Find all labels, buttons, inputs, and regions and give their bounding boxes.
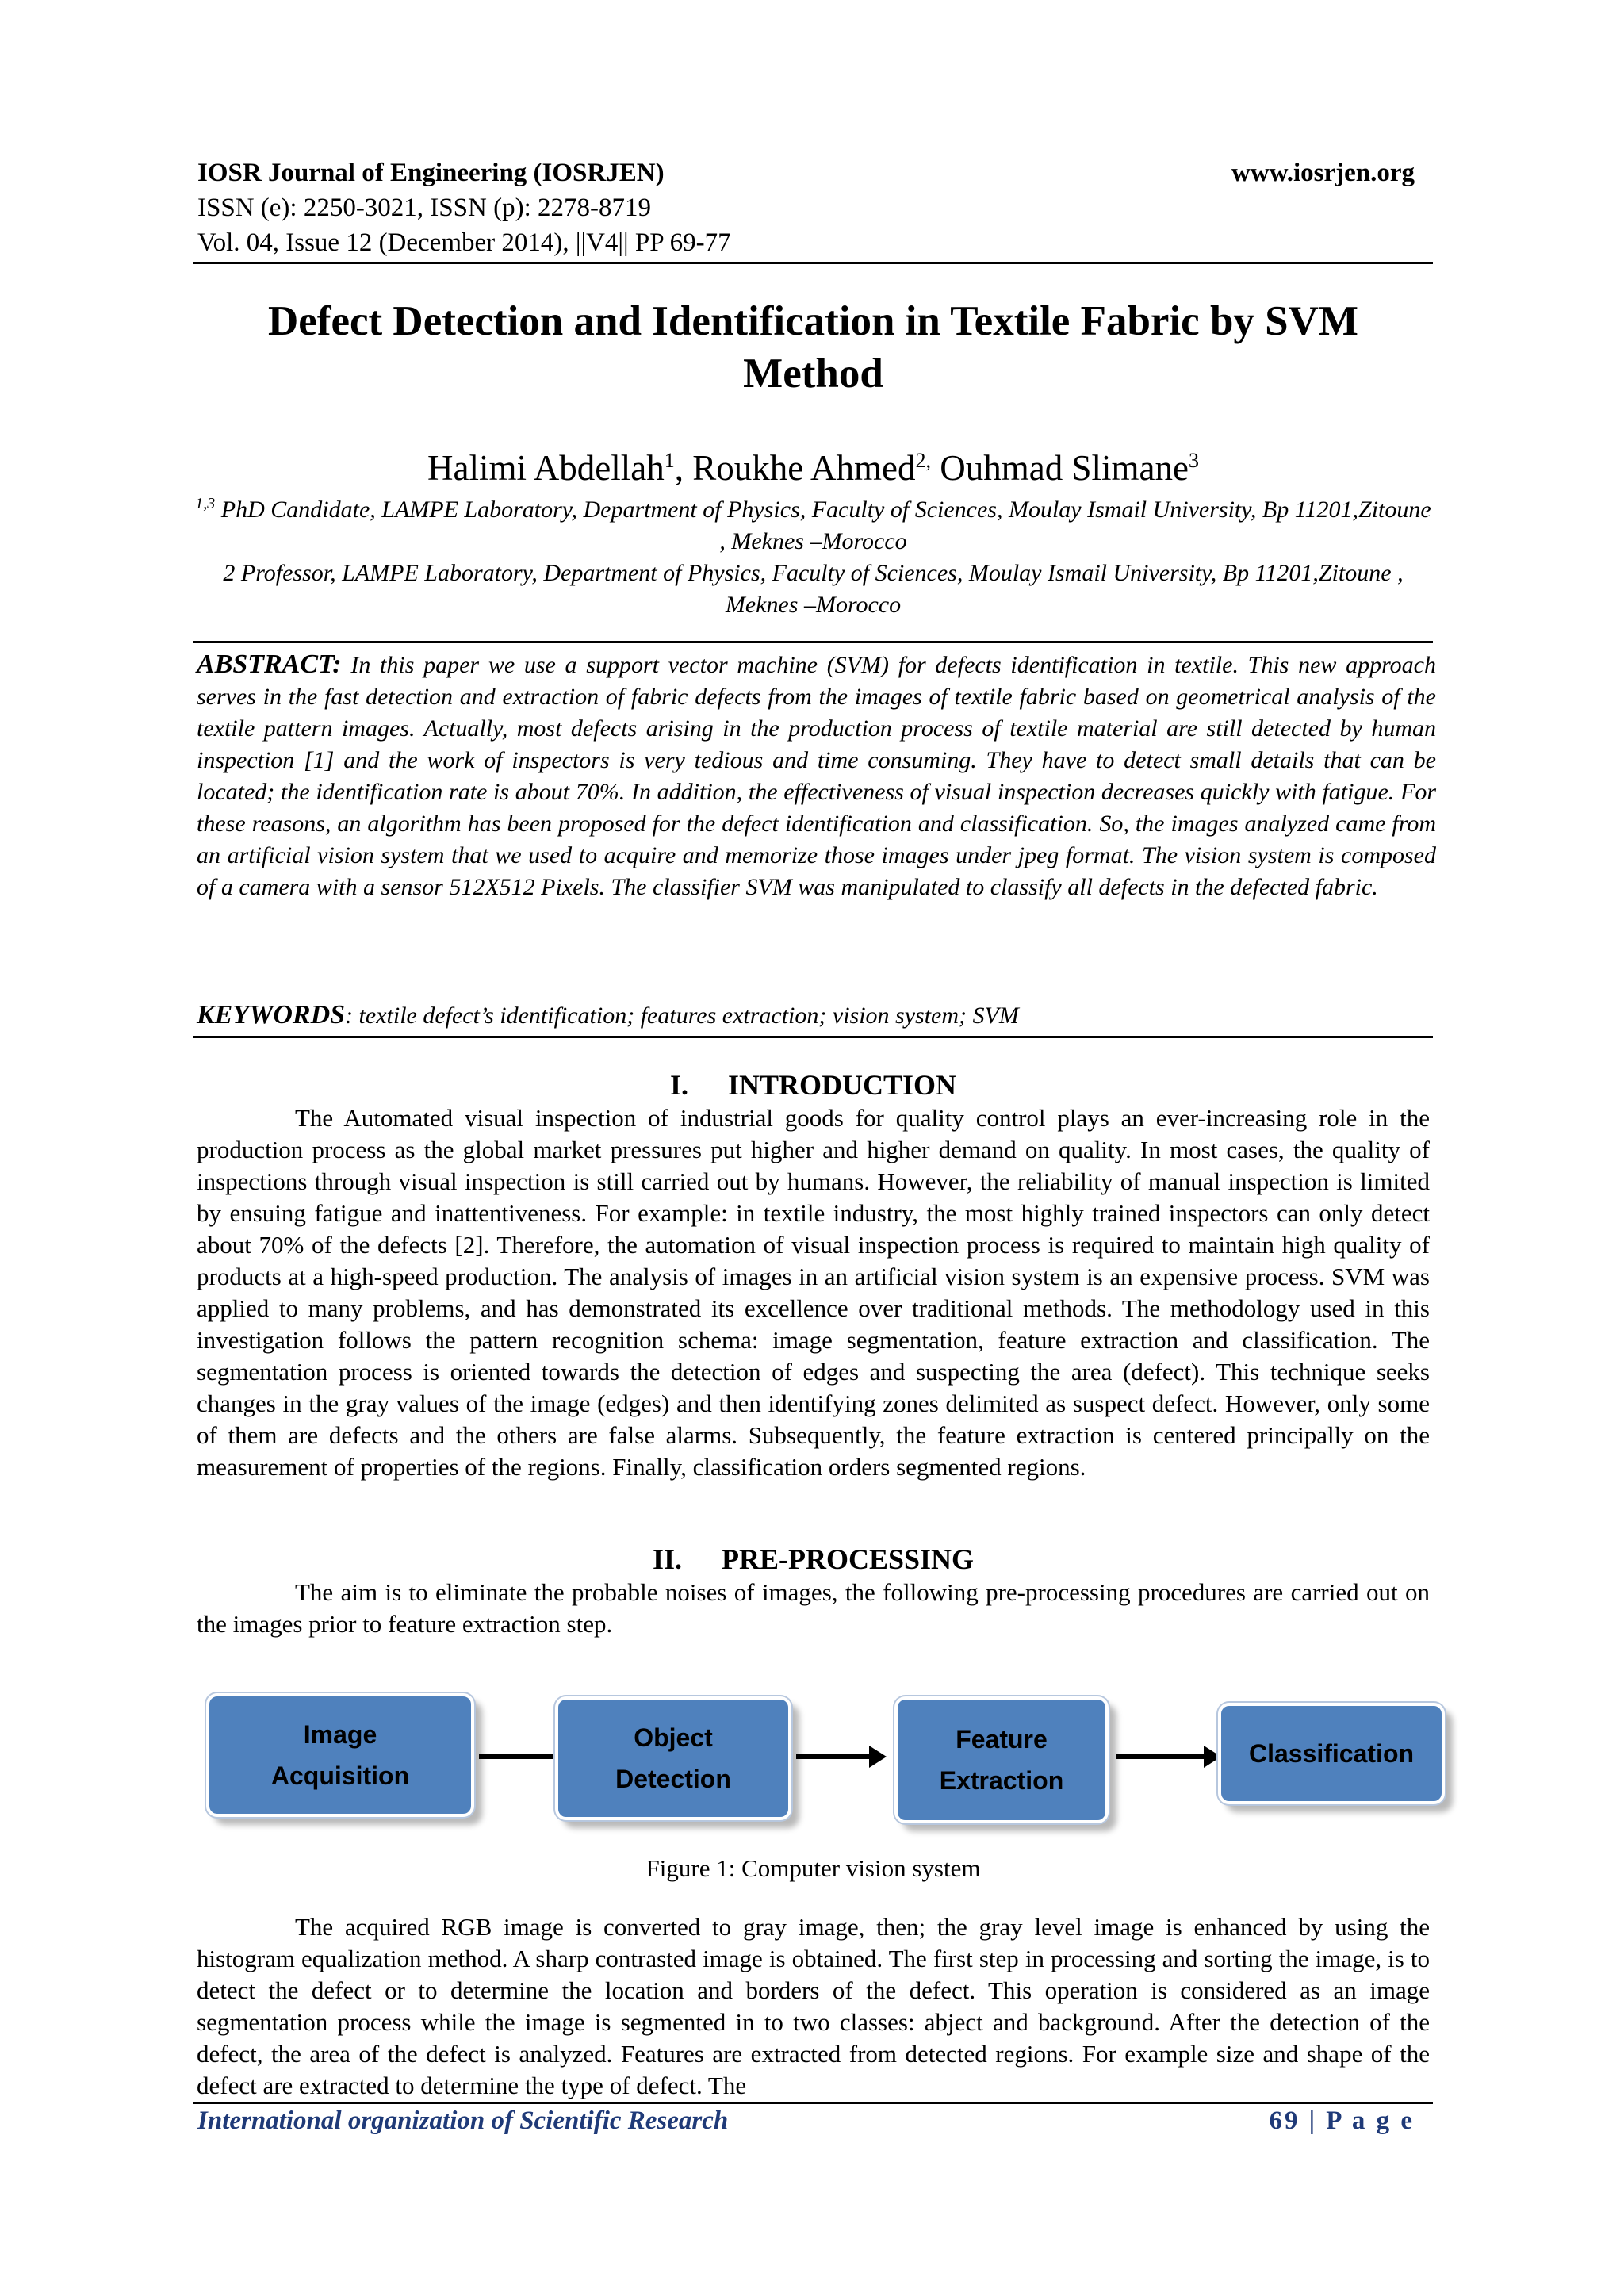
image-acquisition-node: [206, 1693, 474, 1817]
node-1-line-1: Image: [303, 1720, 377, 1749]
node-1-line-2: Acquisition: [270, 1761, 410, 1790]
section-2-heading: [193, 1542, 1433, 1577]
author-list: [193, 439, 1433, 490]
author-1-sup: 1: [664, 449, 675, 472]
affiliation-1-sup: 1,3: [195, 495, 216, 512]
affiliations: [193, 488, 1433, 621]
section-2-title: PRE-PROCESSING: [721, 1543, 975, 1575]
section-1-heading: [193, 1068, 1433, 1102]
abstract-top-divider: [193, 641, 1433, 643]
abstract-text: In this paper we use a support vector machine (SVM) for defects identification in textile. This new approach serves in the fast detection and extraction of fabric defects from the images of textile fabric based on geometrical analysis of the textile pattern images. Actually, most defects arising in the production process of textile material are still detected by human inspection [1] and the work of inspectors is very tedious and time consuming. They have to detect small details that can be located; the identification rate is about 70%. In addition, the effectiveness of visual inspection decreases quickly with fatigue. For these reasons, an algorithm has been proposed for the defect identification and classification. So, the images analyzed came from an artificial vision system that we used to acquire and memorize those images under jpeg format. The vision system is composed of a camera with a sensor 512X512 Pixels. The classifier SVM was manipulated to classify all defects in the defected fabric.: [197, 652, 1436, 900]
journal-website[interactable]: www.iosrjen.org: [1231, 159, 1415, 187]
keywords-divider: [193, 1036, 1433, 1038]
abstract-label: ABSTRACT:: [197, 650, 342, 679]
journal-name: IOSR Journal of Engineering (IOSRJEN): [197, 159, 665, 187]
keywords-label: KEYWORDS: [197, 1000, 346, 1029]
section-1-title: INTRODUCTION: [727, 1069, 957, 1101]
author-3: Ouhmad Slimane: [930, 448, 1189, 488]
page-number: 69 | P a g e: [1269, 2106, 1415, 2135]
paper-title: Defect Detection and Identification in Textile Fabric by SVM Method: [268, 298, 1358, 397]
abstract: [197, 649, 1436, 903]
author-2: , Roukhe Ahmed: [674, 448, 916, 488]
node-2-line-2: Detection: [615, 1765, 731, 1793]
node-2-line-1: Object: [634, 1723, 713, 1752]
node-3-line-1: Feature: [956, 1725, 1048, 1754]
figure-1-caption: Figure 1: Computer vision system: [645, 1854, 981, 1882]
method-paragraph: The acquired RGB image is converted to gray image, then; the gray level image is enhanced by using the histogram equalization method. A sharp contrasted image is obtained. The first step in processing and sorting the image, is to detect the defect or to determine the location and borders of the defect. This operation is considered as an image segmentation process while the image is segmented in to two classes: abject and background. After the detection of the defect, the area of the defect is analyzed. Features are extracted from detected regions. For example size and shape of the defect are extracted to determine the type of defect. The: [197, 1913, 1430, 2099]
author-3-sup: 3: [1188, 449, 1199, 472]
node-3-line-2: Extraction: [939, 1766, 1064, 1795]
author-2-sup: 2,: [915, 449, 931, 472]
node-4-line-1: Classification: [1248, 1739, 1415, 1768]
journal-volume: Vol. 04, Issue 12 (December 2014), ||V4|| PP 69-77: [197, 228, 731, 257]
preprocessing-paragraph: The aim is to eliminate the probable noises of images, the following pre-processing procedures are carried out on the images prior to feature extraction step.: [197, 1578, 1430, 1638]
journal-issn: ISSN (e): 2250-3021, ISSN (p): 2278-8719: [197, 194, 651, 222]
section-1-number: I.: [669, 1069, 688, 1101]
journal-header: [197, 155, 731, 260]
header-divider: [193, 262, 1433, 264]
introduction-paragraph: The Automated visual inspection of industrial goods for quality control plays an ever-increasing role in the production process as the global market pressures put higher and higher demand on quality. In most cases, the quality of inspections through visual inspection is still carried out by humans. However, the reliability of manual inspection is limited by ensuing fatigue and inattentiveness. For example: in textile industry, the most highly trained inspectors can only detect about 70% of the defects [2]. Therefore, the automation of visual inspection process is required to maintain high quality of products at a high-speed production. The analysis of images in an artificial vision system is an expensive process. SVM was applied to many problems, and has demonstrated its excellence over traditional methods. The methodology used in this investigation follows the pattern recognition schema: image segmentation, feature extraction and classification. The segmentation process is oriented towards the detection of edges and suspecting the area (defect). This technique seeks changes in the gray values of the image (edges) and then identifying zones delimited as suspect defect. However, only some of them are defects and the others are false alarms. Subsequently, the feature extraction is centered principally on the measurement of properties of the regions. Finally, classification orders segmented regions.: [197, 1104, 1430, 1481]
footer-organization: International organization of Scientific Research: [197, 2106, 729, 2135]
arrow-3: [1116, 1754, 1210, 1759]
object-detection-node: [555, 1696, 791, 1820]
keywords-text: : textile defect’s identification; features extraction; vision system; SVM: [345, 1002, 1019, 1029]
author-1: Halimi Abdellah: [427, 448, 665, 488]
footer-divider: [193, 2102, 1433, 2104]
affiliation-1: [193, 488, 1433, 558]
affiliation-2: 2 Professor, LAMPE Laboratory, Department of Physics, Faculty of Sciences, Moulay Ismail University, Bp 11201,Zitoune , Meknes –Morocco: [223, 560, 1404, 618]
section-2-number: II.: [652, 1543, 682, 1575]
feature-extraction-node: [894, 1696, 1109, 1823]
keywords: [197, 999, 1436, 1032]
classification-node: [1218, 1703, 1445, 1804]
affiliation-1-text: PhD Candidate, LAMPE Laboratory, Department of Physics, Faculty of Sciences, Moulay Ismail University, Bp 11201,Zitoune , Meknes –Morocco: [215, 496, 1431, 554]
computer-vision-system-diagram: [197, 1685, 1457, 1828]
arrow-2: [796, 1754, 875, 1759]
